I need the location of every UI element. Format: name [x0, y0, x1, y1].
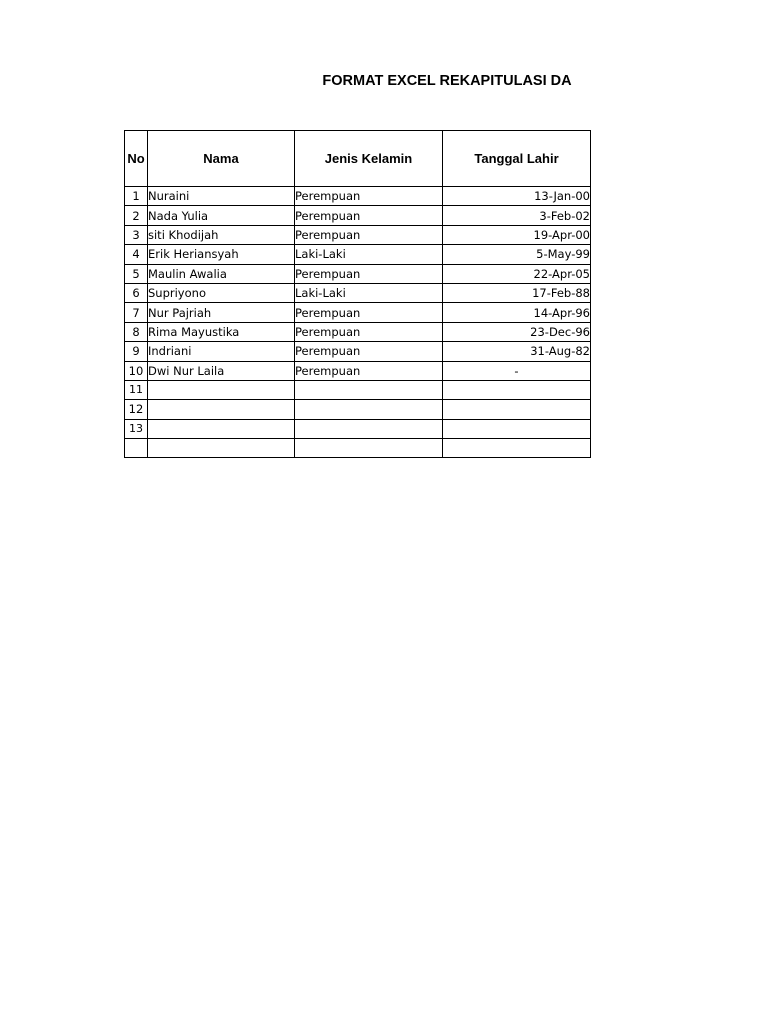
cell-tanggal-lahir: 3-Feb-02: [443, 206, 591, 225]
cell-nama: Nur Pajriah: [148, 303, 295, 322]
data-table: [124, 130, 591, 458]
cell-nama: Maulin Awalia: [148, 264, 295, 283]
cell-tanggal-lahir: [443, 400, 591, 419]
table-row: [125, 380, 591, 399]
cell-no: 13: [125, 419, 148, 438]
cell-nama: Rima Mayustika: [148, 322, 295, 341]
table-row: [125, 225, 591, 244]
cell-jenis-kelamin: Laki-Laki: [295, 283, 443, 302]
table-row: [125, 400, 591, 419]
header-tanggal-lahir: Tanggal Lahir: [443, 131, 591, 187]
cell-no: 11: [125, 380, 148, 399]
cell-nama: [148, 380, 295, 399]
header-row: [125, 131, 591, 187]
cell-jenis-kelamin: Perempuan: [295, 206, 443, 225]
table-row: [125, 187, 591, 206]
cell-nama: Nuraini: [148, 187, 295, 206]
cell-nama: siti Khodijah: [148, 225, 295, 244]
cell-jenis-kelamin: Perempuan: [295, 264, 443, 283]
table-row: [125, 419, 591, 438]
cell-nama: [148, 419, 295, 438]
cell-nama: Dwi Nur Laila: [148, 361, 295, 380]
cell-no: 10: [125, 361, 148, 380]
cell-jenis-kelamin: Perempuan: [295, 225, 443, 244]
cell-jenis-kelamin: [295, 400, 443, 419]
cell-nama: Supriyono: [148, 283, 295, 302]
table-row: [125, 264, 591, 283]
header-jenis-kelamin: Jenis Kelamin: [295, 131, 443, 187]
cell-nama: Indriani: [148, 342, 295, 361]
table-row: [125, 439, 591, 458]
cell-no: 5: [125, 264, 148, 283]
table-row: [125, 245, 591, 264]
cell-tanggal-lahir: 5-May-99: [443, 245, 591, 264]
cell-nama: Erik Heriansyah: [148, 245, 295, 264]
cell-jenis-kelamin: Perempuan: [295, 322, 443, 341]
document-title: FORMAT EXCEL REKAPITULASI DA: [322, 73, 572, 89]
cell-tanggal-lahir: 22-Apr-05: [443, 264, 591, 283]
cell-jenis-kelamin: Perempuan: [295, 303, 443, 322]
cell-tanggal-lahir: [443, 380, 591, 399]
cell-tanggal-lahir: 31-Aug-82: [443, 342, 591, 361]
header-no: No: [125, 131, 148, 187]
cell-nama: [148, 439, 295, 458]
cell-tanggal-lahir: 17-Feb-88: [443, 283, 591, 302]
cell-no: 4: [125, 245, 148, 264]
cell-no: 1: [125, 187, 148, 206]
cell-tanggal-lahir: 19-Apr-00: [443, 225, 591, 244]
cell-tanggal-lahir: 13-Jan-00: [443, 187, 591, 206]
cell-no: 9: [125, 342, 148, 361]
cell-tanggal-lahir: [443, 439, 591, 458]
table-row: [125, 303, 591, 322]
cell-jenis-kelamin: [295, 439, 443, 458]
table-row: [125, 342, 591, 361]
cell-no: 12: [125, 400, 148, 419]
cell-no: 8: [125, 322, 148, 341]
header-nama: Nama: [148, 131, 295, 187]
cell-no: 3: [125, 225, 148, 244]
cell-tanggal-lahir: 14-Apr-96: [443, 303, 591, 322]
cell-jenis-kelamin: Perempuan: [295, 361, 443, 380]
cell-no: 6: [125, 283, 148, 302]
cell-jenis-kelamin: Perempuan: [295, 187, 443, 206]
table-row: [125, 206, 591, 225]
cell-jenis-kelamin: Perempuan: [295, 342, 443, 361]
cell-nama: [148, 400, 295, 419]
cell-tanggal-lahir: 23-Dec-96: [443, 322, 591, 341]
cell-tanggal-lahir: -: [443, 361, 591, 380]
cell-nama: Nada Yulia: [148, 206, 295, 225]
cell-jenis-kelamin: Laki-Laki: [295, 245, 443, 264]
cell-jenis-kelamin: [295, 380, 443, 399]
table-row: [125, 361, 591, 380]
cell-no: 2: [125, 206, 148, 225]
title-area: [124, 68, 590, 94]
table-row: [125, 322, 591, 341]
cell-jenis-kelamin: [295, 419, 443, 438]
cell-no: 7: [125, 303, 148, 322]
cell-tanggal-lahir: [443, 419, 591, 438]
table-row: [125, 283, 591, 302]
cell-no: [125, 439, 148, 458]
